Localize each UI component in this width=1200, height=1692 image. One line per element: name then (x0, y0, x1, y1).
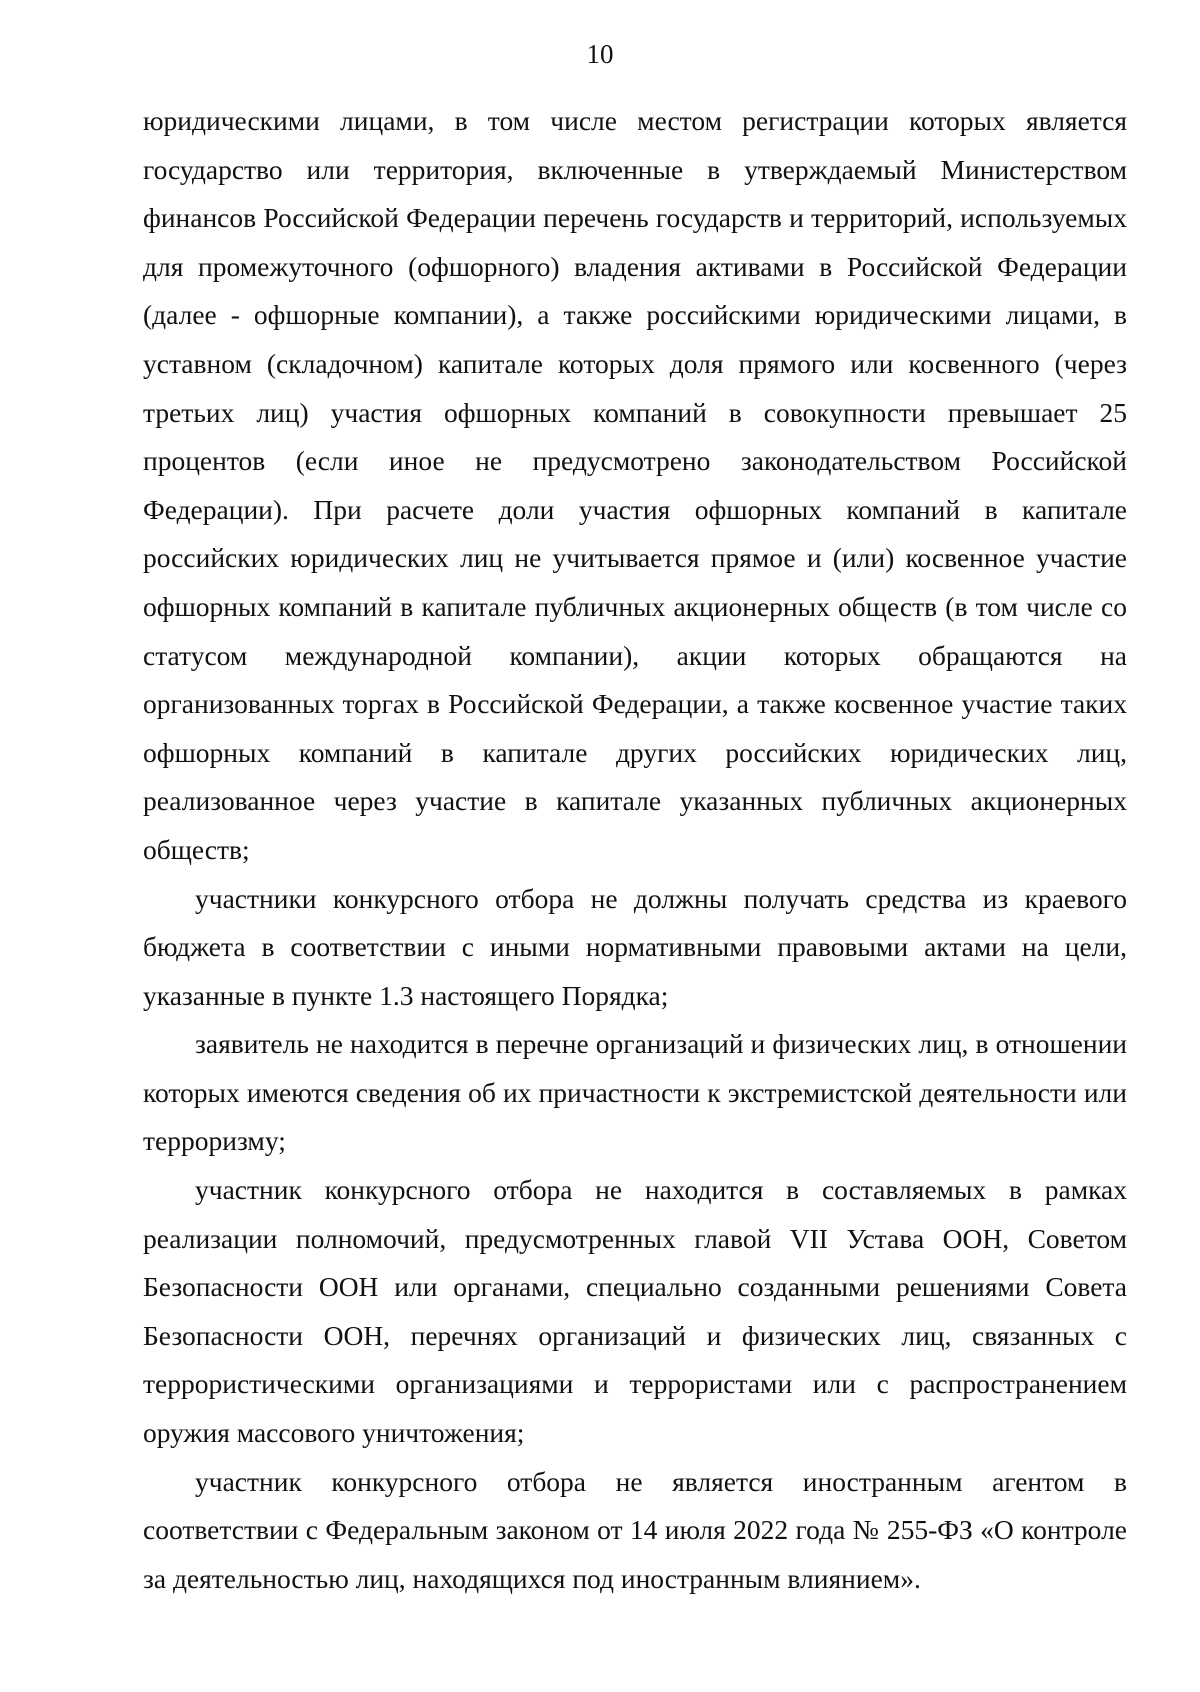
paragraph-extremism-condition: заявитель не находится в перечне организаций и физических лиц, в отношении которых имеются сведения об их причастности к экстремистской деятельности или терроризму; (143, 1028, 1127, 1157)
paragraph-un-sanctions-condition: участник конкурсного отбора не находится в составляемых в рамках реализации полномочий, предусмотренных главой VII Устава ООН, Советом Безопасности ООН или органами, специально созданными решениями Совета Безопасности ООН, перечнях организаций и физических лиц, связанных с террористическими организациями и террористами или с распространением оружия массового уничтожения; (143, 1174, 1127, 1449)
page-number: 10 (586, 39, 614, 69)
paragraph-regional-budget-condition: участники конкурсного отбора не должны получать средства из краевого бюджета в соответствии с иными нормативными правовыми актами на цели, указанные в пункте 1.3 настоящего Порядка; (143, 882, 1127, 1011)
paragraph-continuation: юридическими лицами, в том числе местом регистрации которых является государство или территория, включенные в утверждаемый Министерством финансов Российской Федерации перечень государств и территорий, используемых для промежуточного (офшорного) владения активами в Российской Федерации (далее - офшорные компании), а также российскими юридическими лицами, в уставном (складочном) капитале которых доля прямого или косвенного (через третьих лиц) участия офшорных компаний в совокупности превышает 25 процентов (если иное не предусмотрено законодательством Российской Федерации). При расчете доли участия офшорных компаний в капитале российских юридических лиц не учитывается прямое и (или) косвенное участие офшорных компаний в капитале публичных акционерных обществ (в том числе со статусом международной компании), акции которых обращаются на организованных торгах в Российской Федерации, а также косвенное участие таких офшорных компаний в капитале других российских юридических лиц, реализованное через участие в капитале указанных публичных акционерных обществ; (143, 105, 1127, 865)
document-body (143, 97, 1127, 1603)
paragraph-foreign-agent-condition: участник конкурсного отбора не является иностранным агентом в соответствии с Федеральным законом от 14 июля 2022 года № 255-ФЗ «О контроле за деятельностью лиц, находящихся под иностранным влиянием». (143, 1465, 1127, 1594)
